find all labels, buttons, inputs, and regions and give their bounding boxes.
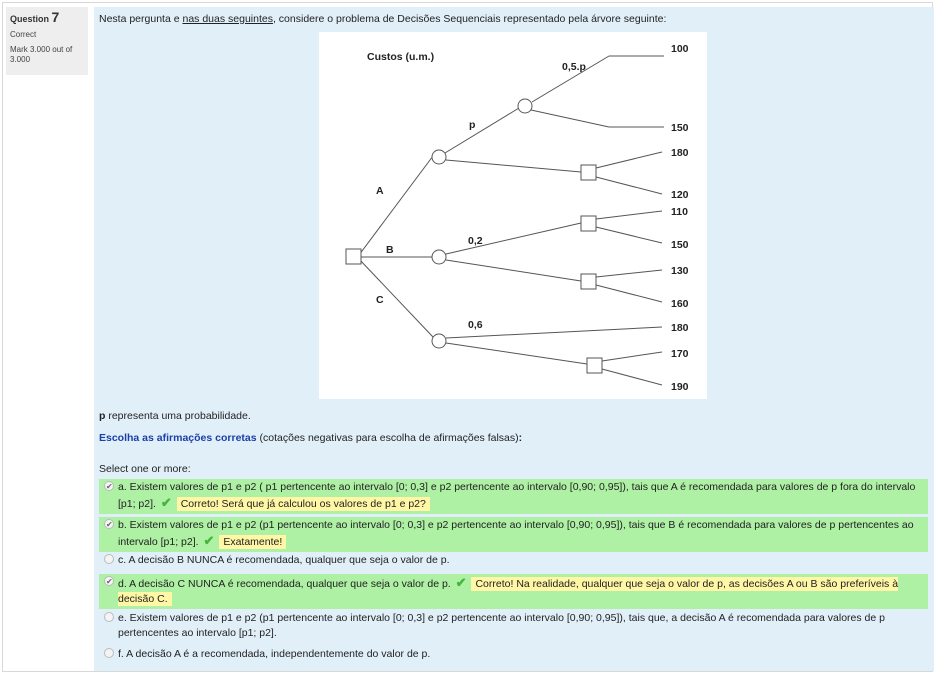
decision-node-C2 (587, 358, 602, 373)
checkbox[interactable] (104, 612, 114, 622)
cost-label: 150 (671, 239, 689, 251)
cost-label: 120 (671, 189, 689, 201)
check-mark-icon: ✔ (160, 495, 172, 510)
question-text: Nesta pergunta e nas duas seguintes, considere o problema de Decisões Sequenciais representado pela árvore seguinte: (99, 13, 667, 25)
cost-label: 160 (671, 298, 689, 310)
answer-option-e[interactable] (99, 610, 928, 643)
select-prompt: Select one or more: (99, 463, 191, 475)
decision-tree-figure (319, 32, 707, 399)
option-feedback: Correto! Será que já calculou os valores de p1 e p2? (177, 497, 430, 511)
branch-label-C: C (376, 294, 384, 306)
prob-label-05p: 0,5.p (562, 61, 586, 73)
branch-label-A: A (376, 185, 384, 197)
option-label: f. A decisão A é a recomendada, independentemente do valor de p. (118, 648, 431, 660)
option-label: d. A decisão C NUNCA é recomendada, qualquer que seja o valor de p. (118, 578, 451, 590)
chance-node-A (432, 150, 446, 164)
checkbox[interactable] (104, 648, 114, 658)
check-mark-icon: ✔ (455, 575, 467, 590)
cost-label: 150 (671, 122, 689, 134)
chance-node-p (518, 99, 532, 113)
option-label: e. Existem valores de p1 e p2 (p1 pertencente ao intervalo [0; 0,3] e p2 pertencente ao intervalo [0,90; 0,95]), tais que, a decisão A é recomendada para valores de p pertencentes ao intervalo [p1; p2]. (118, 612, 885, 639)
prob-label-06: 0,6 (468, 319, 483, 331)
answer-option-d[interactable] (99, 574, 928, 609)
decision-node-A2 (581, 165, 596, 180)
answer-option-c[interactable] (99, 552, 928, 570)
cost-label: 190 (671, 381, 689, 393)
probability-note: p representa uma probabilidade. (99, 410, 251, 422)
cost-label: 170 (671, 348, 689, 360)
checkbox[interactable] (104, 554, 114, 564)
check-mark-icon: ✔ (203, 533, 215, 548)
checkbox[interactable] (104, 576, 114, 586)
chance-node-B (432, 250, 446, 264)
instruction-text: Escolha as afirmações corretas (cotações negativas para escolha de afirmações falsas): (99, 432, 523, 444)
question-info-panel (6, 7, 88, 75)
option-label: a. Existem valores de p1 e p2 ( p1 pertencente ao intervalo [0; 0,3] e p2 pertencente ao intervalo [0,90; 0,95]), tais que A é recomendada para valores de p fora do intervalo [p1; p2]. (118, 481, 916, 510)
chance-node-C (432, 334, 446, 348)
cost-label: 180 (671, 147, 689, 159)
question-content (94, 7, 934, 671)
cost-label: 130 (671, 265, 689, 277)
checkbox[interactable] (104, 519, 114, 529)
answer-option-f[interactable] (99, 646, 928, 664)
question-state: Correct (10, 30, 37, 39)
option-label: c. A decisão B NUNCA é recomendada, qualquer que seja o valor de p. (118, 554, 450, 566)
question-container (2, 2, 933, 672)
cost-label: 110 (671, 206, 688, 218)
answer-option-b[interactable] (99, 517, 928, 552)
option-label: b. Existem valores de p1 e p2 (p1 pertencente ao intervalo [0; 0,3] e p2 pertencente ao intervalo [0,90; 0,95]), tais que B é recomendada para valores de p pertencentes ao intervalo [p1; p2]. (118, 519, 914, 548)
option-feedback: Exatamente! (219, 535, 286, 549)
checkbox[interactable] (104, 481, 114, 491)
decision-node-root (346, 249, 361, 264)
decision-node-B2 (581, 274, 596, 289)
cost-label: 100 (671, 43, 689, 55)
branch-label-B: B (386, 244, 394, 256)
cost-label: 180 (671, 322, 689, 334)
tree-title: Custos (u.m.) (367, 51, 435, 63)
decision-node-B1 (581, 216, 596, 231)
prob-label-02: 0,2 (468, 235, 483, 247)
decision-tree (319, 32, 707, 399)
option-feedback: Correto! Na realidade, qualquer que seja o valor de p, as decisões A ou B são preferíveis à decisão C. (118, 578, 899, 605)
prob-label-p: p (469, 119, 476, 131)
answer-option-a[interactable] (99, 479, 928, 514)
question-grade: Mark 3.000 out of 3.000 (10, 45, 73, 64)
question-number: Question 7 (10, 9, 60, 25)
